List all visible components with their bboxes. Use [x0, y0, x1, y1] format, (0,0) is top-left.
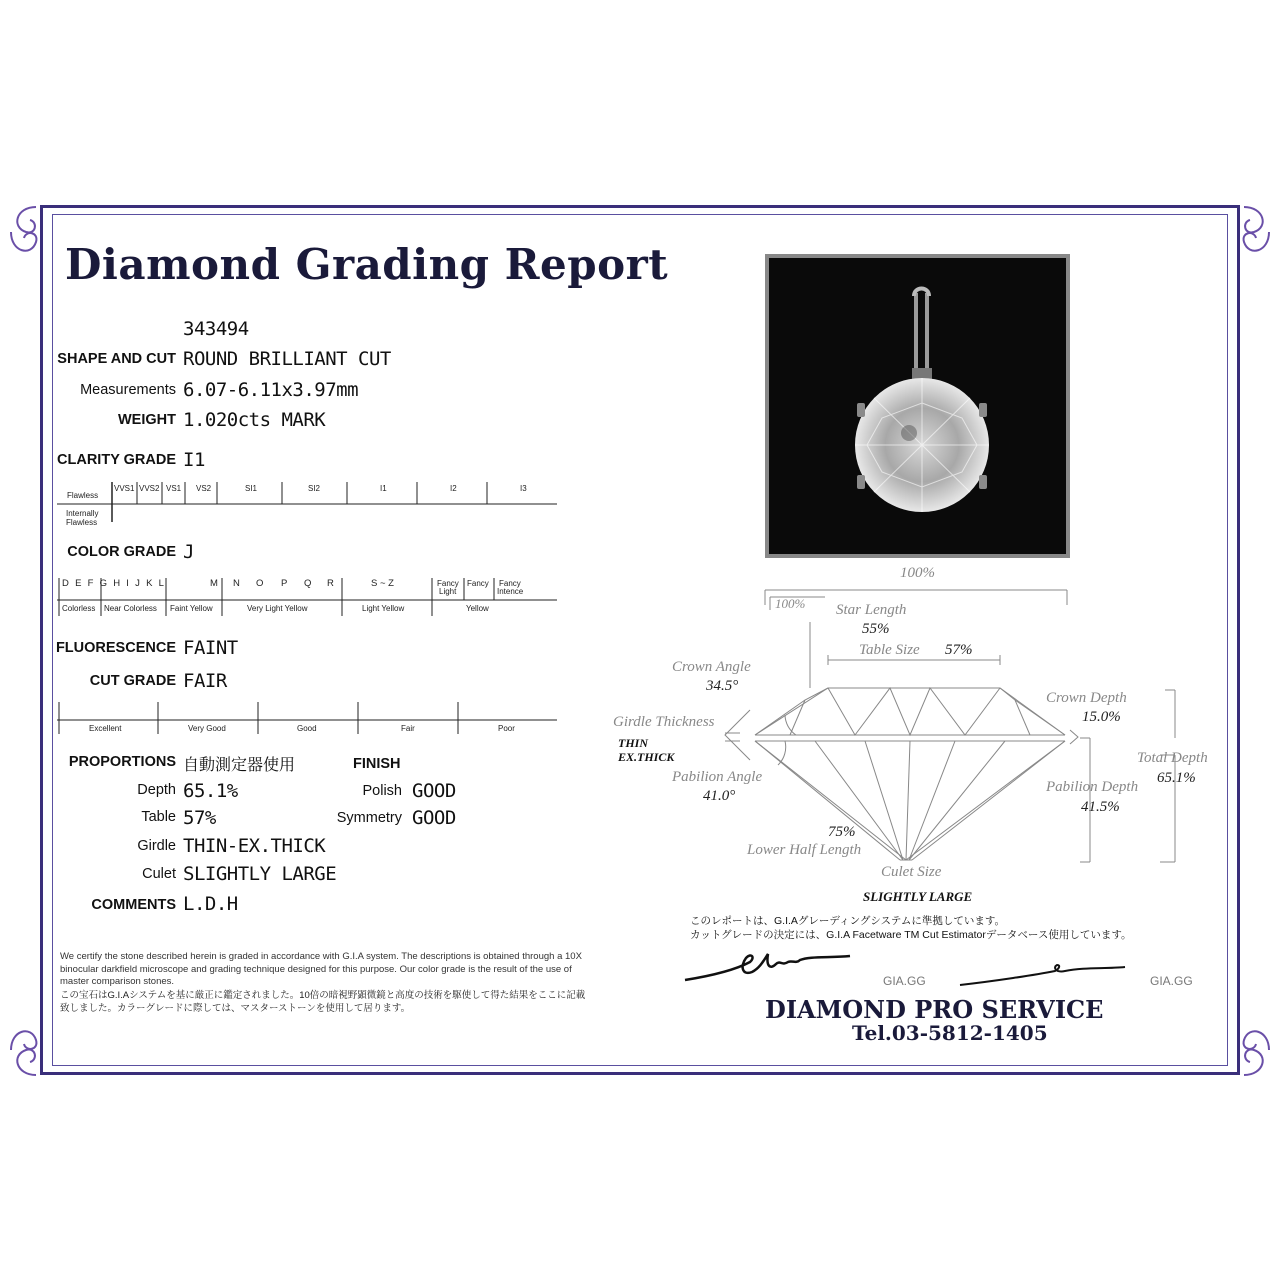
report-number: 343494	[183, 318, 249, 340]
diagram-table-size-value: 57%	[945, 642, 973, 658]
signature-left	[680, 940, 880, 990]
corner-ornament-bottom-left	[6, 1020, 66, 1080]
proportion-diagram	[600, 560, 1240, 910]
symmetry-label: Symmetry	[336, 810, 402, 826]
diagram-girdle-thickness-label: Girdle Thickness	[613, 714, 715, 730]
polish-value: GOOD	[412, 780, 456, 802]
clarity-grade-si2: SI2	[308, 484, 321, 493]
cut-scale-good: Good	[297, 724, 317, 733]
table-value: 57%	[183, 807, 216, 829]
diagram-pavilion-depth-value: 41.5%	[1081, 799, 1120, 815]
diagram-total-depth-label: Total Depth	[1137, 750, 1208, 766]
clarity-flawless2: Flawless	[66, 518, 98, 527]
diagram-total-depth-value: 65.1%	[1157, 770, 1196, 786]
diagram-total-width: 100%	[900, 565, 935, 581]
cut-grade-value: FAIR	[183, 670, 227, 692]
diagram-crown-angle-value: 34.5°	[706, 678, 739, 694]
color-group-colorless: Colorless	[62, 604, 96, 613]
color-group-near-colorless: Near Colorless	[104, 604, 157, 613]
cut-grade-label: CUT GRADE	[89, 673, 176, 689]
cut-scale-excellent: Excellent	[89, 724, 122, 733]
footer-jp-line2: カットグレードの決定には、G.I.A Facetware TM Cut Estimatorデータベース使用しています。	[690, 929, 1132, 941]
company-telephone: Tel.03-5812-1405	[852, 1021, 1048, 1045]
color-group-very-light-yellow: Very Light Yellow	[247, 604, 308, 613]
diagram-pavilion-angle-value: 41.0°	[703, 788, 736, 804]
cut-scale-poor: Poor	[498, 724, 515, 733]
color-group-light-yellow: Light Yellow	[362, 604, 405, 613]
diagram-culet-size-label: Culet Size	[881, 864, 942, 880]
diagram-lower-half-value: 75%	[828, 824, 856, 840]
weight-label: WEIGHT	[118, 412, 176, 428]
color-group-faint-yellow: Faint Yellow	[170, 604, 213, 613]
symmetry-value: GOOD	[412, 807, 456, 829]
clarity-grade-vs2: VS2	[196, 484, 212, 493]
diagram-crown-depth-value: 15.0%	[1082, 709, 1121, 725]
corner-ornament-top-left	[6, 202, 66, 262]
color-letter-s-z: S ~ Z	[371, 578, 394, 589]
color-letter-o: O	[256, 578, 264, 589]
diagram-girdle-thick: EX.THICK	[618, 750, 675, 764]
footer-jp-line1: このレポートは、G.I.Aグレーディングシステムに準拠しています。	[690, 915, 1005, 927]
signature-right-gia: GIA.GG	[1150, 974, 1193, 988]
weight-value: 1.020cts MARK	[183, 409, 326, 431]
clarity-value: I1	[183, 449, 205, 471]
color-fancy-light-1: Fancy	[437, 579, 459, 588]
fluorescence-label: FLUORESCENCE	[55, 640, 176, 656]
culet-label: Culet	[142, 866, 176, 882]
diagram-girdle-width: 100%	[775, 596, 806, 611]
cut-scale-fair: Fair	[401, 724, 415, 733]
color-scale-letters-left: DEFGHIJKL	[62, 578, 171, 589]
clarity-grade-i1: I1	[380, 484, 387, 493]
color-letter-q: Q	[304, 578, 312, 589]
girdle-label: Girdle	[137, 838, 176, 854]
diagram-pavilion-depth-label: Pabilion Depth	[1046, 779, 1139, 795]
clarity-internally: Internally	[66, 509, 99, 518]
disclaimer-japanese: この宝石はG.I.Aシステムを基に厳正に鑑定されました。10倍の暗視野顕微鏡と高度の技術を駆使して得た結果をここに記載致しました。カラーグレードに際しては、マスターストーンを使用して居ります。	[60, 990, 586, 1014]
clarity-grade-i2: I2	[450, 484, 457, 493]
culet-value: SLIGHTLY LARGE	[183, 863, 337, 885]
polish-label: Polish	[362, 783, 402, 799]
color-letter-p: P	[281, 578, 288, 589]
color-letter-n: N	[233, 578, 240, 589]
corner-ornament-top-right	[1214, 202, 1274, 262]
cut-scale-very-good: Very Good	[188, 724, 226, 733]
diagram-crown-angle-label: Crown Angle	[672, 659, 751, 675]
measurements-label: Measurements	[80, 382, 176, 398]
depth-label: Depth	[137, 782, 176, 798]
signature-left-gia: GIA.GG	[883, 974, 926, 988]
diamond-pendant-image	[769, 258, 1066, 554]
diagram-crown-depth-label: Crown Depth	[1046, 690, 1127, 706]
color-letter-r: R	[327, 578, 334, 589]
color-group-yellow: Yellow	[466, 604, 489, 613]
color-label: COLOR GRADE	[67, 544, 176, 560]
shape-value: ROUND BRILLIANT CUT	[183, 348, 391, 370]
diagram-culet-size-value: SLIGHTLY LARGE	[863, 889, 973, 904]
diagram-star-length-label: Star Length	[836, 602, 907, 618]
table-label: Table	[141, 809, 176, 825]
fluorescence-value: FAINT	[183, 637, 238, 659]
report-title: Diamond Grading Report	[65, 240, 669, 289]
comments-label: COMMENTS	[91, 897, 176, 913]
proportions-value: 自動測定器使用	[183, 757, 296, 774]
color-fancy-intence-1: Fancy	[499, 579, 521, 588]
proportions-label: PROPORTIONS	[68, 754, 176, 770]
signature-right	[955, 955, 1155, 995]
clarity-grade-vvs1: VVS1	[114, 484, 135, 493]
diamond-photo	[765, 254, 1070, 558]
clarity-grade-si1: SI1	[245, 484, 258, 493]
diagram-girdle-thin: THIN	[618, 736, 648, 750]
cut-scale	[57, 700, 562, 740]
measurements-value: 6.07-6.11x3.97mm	[183, 379, 359, 401]
color-fancy-intence-2: Intence	[497, 587, 524, 596]
diagram-table-size-label: Table Size	[859, 642, 920, 658]
clarity-flawless: Flawless	[67, 491, 99, 500]
color-value: J	[183, 541, 194, 563]
corner-ornament-bottom-right	[1214, 1020, 1274, 1080]
clarity-grade-i3: I3	[520, 484, 527, 493]
clarity-grade-vvs2: VVS2	[139, 484, 160, 493]
depth-value: 65.1%	[183, 780, 238, 802]
color-letter-m: M	[210, 578, 218, 589]
clarity-label: CLARITY GRADE	[57, 452, 176, 468]
disclaimer-english: We certify the stone described herein is graded in accordance with G.I.A system. The descriptions is obtained through a 10X binocular darkfield microscope and grading technique designed for this purpose. Our color grade is the result of the use of master comparison stones.	[60, 951, 582, 987]
diagram-star-length-value: 55%	[862, 621, 890, 637]
diagram-pavilion-angle-label: Pabilion Angle	[672, 769, 763, 785]
shape-label: SHAPE AND CUT	[57, 351, 176, 367]
color-fancy-light-2: Light	[439, 587, 457, 596]
color-fancy: Fancy	[467, 579, 489, 588]
diagram-lower-half-label: Lower Half Length	[747, 842, 862, 858]
girdle-value: THIN-EX.THICK	[183, 835, 326, 857]
finish-label: FINISH	[353, 756, 401, 772]
clarity-grade-vs1: VS1	[166, 484, 182, 493]
company-name: DIAMOND PRO SERVICE	[765, 995, 1104, 1024]
comments-value: L.D.H	[183, 893, 238, 915]
